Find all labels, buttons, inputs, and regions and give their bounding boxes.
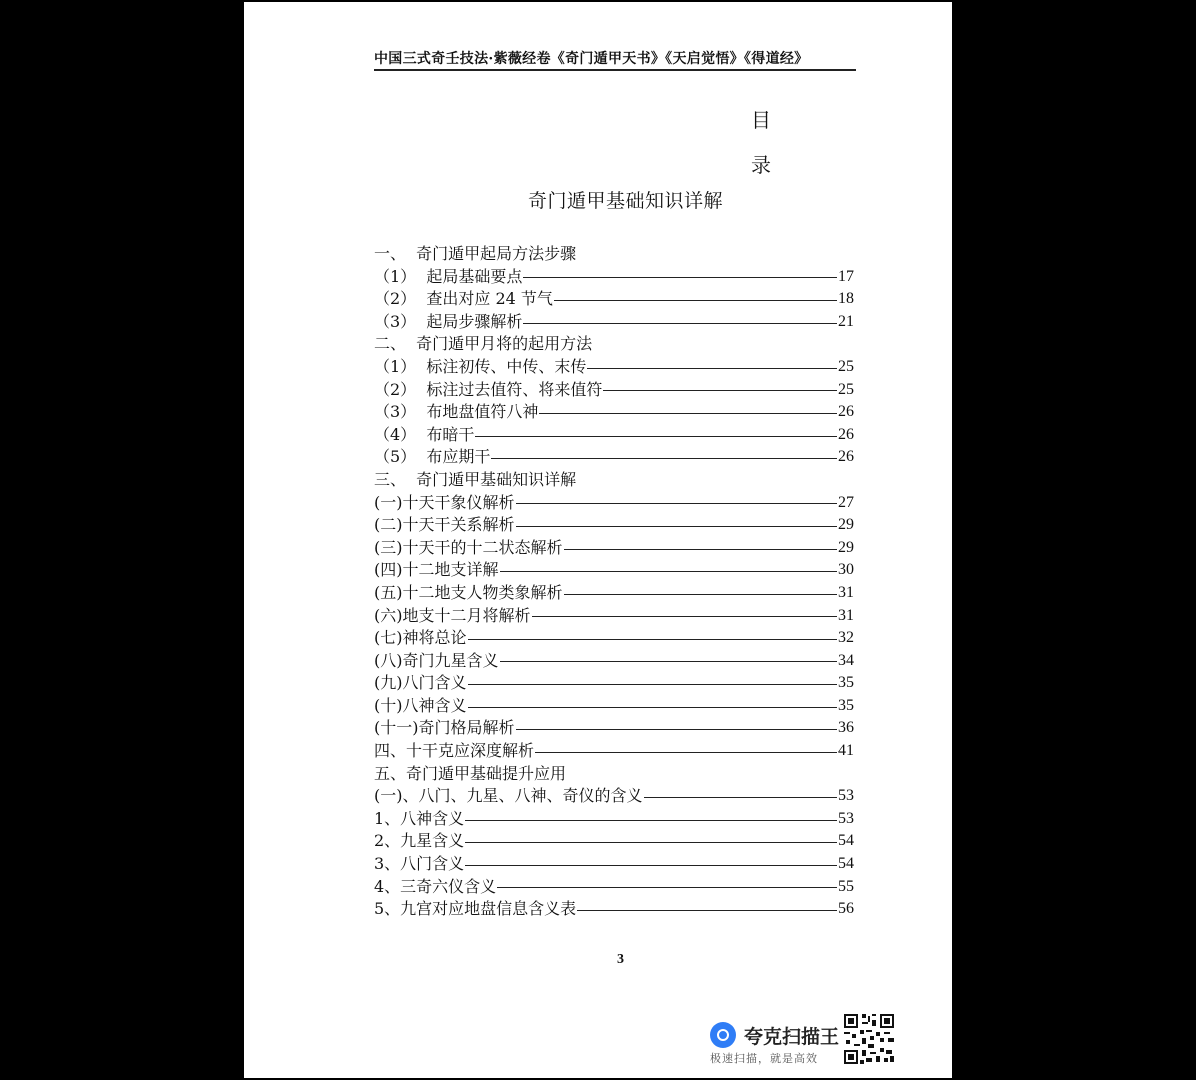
toc-entry <box>374 785 854 808</box>
toc-entry-label: 三、 奇门遁甲基础知识详解 <box>374 469 577 489</box>
toc-entry-label: （4） 布暗干 <box>374 424 475 444</box>
toc-entry-label: (一)、八门、九星、八神、奇仪的含义 <box>374 786 643 806</box>
toc-entry <box>374 311 854 334</box>
toc-entry-label: 一、 奇门遁甲起局方法步骤 <box>374 244 577 263</box>
toc-entry-page: 30 <box>838 561 854 579</box>
toc-leader-line <box>465 842 837 843</box>
toc-entry <box>374 717 854 740</box>
toc-entry-label: （3） 起局步骤解析 <box>374 311 523 331</box>
toc-section-heading <box>374 333 854 356</box>
toc-entry-page: 55 <box>838 877 854 895</box>
toc-entry <box>374 424 854 447</box>
toc-section-heading <box>374 763 854 786</box>
toc-leader-line <box>532 616 838 617</box>
toc-entry-label: （5） 布应期干 <box>374 447 491 467</box>
toc-entry-page: 36 <box>838 719 854 737</box>
toc-entry-label: 五、奇门遁甲基础提升应用 <box>374 763 567 783</box>
toc-entry-page: 29 <box>838 538 854 556</box>
toc-entry <box>374 898 854 921</box>
toc-entry-page: 26 <box>838 425 854 443</box>
scanner-watermark <box>706 1010 906 1070</box>
toc-leader-line <box>468 707 838 708</box>
toc-entry-page: 54 <box>838 855 854 873</box>
toc-entry <box>374 627 854 650</box>
toc-entry-label: (七)神将总论 <box>374 628 467 648</box>
toc-leader-line <box>516 526 838 527</box>
toc-leader-line <box>500 571 838 572</box>
toc-leader-line <box>577 910 837 911</box>
toc-entry-page: 32 <box>838 629 854 647</box>
toc-entry-page: 56 <box>838 900 854 918</box>
contents-heading <box>751 98 781 188</box>
toc-leader-line <box>564 594 838 595</box>
toc-entry-page: 27 <box>838 493 854 511</box>
toc-entry-page: 54 <box>838 832 854 850</box>
toc-leader-line <box>523 277 837 278</box>
toc-entry-label: 4、三奇六仪含义 <box>374 876 497 896</box>
toc-entry <box>374 356 854 379</box>
toc-entry-page: 18 <box>838 290 854 308</box>
toc-leader-line <box>516 503 838 504</box>
toc-entry <box>374 853 854 876</box>
toc-entry <box>374 672 854 695</box>
toc-entry <box>374 492 854 515</box>
toc-entry-page: 29 <box>838 516 854 534</box>
toc-entry-label: 四、十干克应深度解析 <box>374 741 535 761</box>
toc-entry-label: （2） 查出对应 24 节气 <box>374 289 553 309</box>
toc-leader-line <box>523 323 837 324</box>
toc-entry-label: (十)八神含义 <box>374 695 467 715</box>
toc-leader-line <box>497 887 837 888</box>
toc-entry-label: （1） 标注初传、中传、末传 <box>374 356 587 376</box>
toc-leader-line <box>468 639 838 640</box>
toc-entry-label: (一)十天干象仪解析 <box>374 492 515 512</box>
toc-entry-page: 21 <box>838 312 854 330</box>
toc-entry-page: 25 <box>838 380 854 398</box>
toc-entry <box>374 582 854 605</box>
toc-entry-page: 53 <box>838 809 854 827</box>
toc-entry <box>374 288 854 311</box>
toc-entry-page: 25 <box>838 357 854 375</box>
toc-section-heading <box>374 243 854 266</box>
header-rule <box>374 69 856 71</box>
toc-entry-page: 53 <box>838 787 854 805</box>
toc-entry-label: （1） 起局基础要点 <box>374 266 523 286</box>
page-number: 3 <box>617 952 624 967</box>
toc-entry-page: 31 <box>838 583 854 601</box>
toc-entry-label: 3、八门含义 <box>374 854 465 874</box>
toc-entry-label: 2、九星含义 <box>374 831 465 851</box>
toc-entry-label: (三)十天干的十二状态解析 <box>374 537 563 557</box>
toc-leader-line <box>554 300 837 301</box>
toc-entry-label: (二)十天干关系解析 <box>374 515 515 535</box>
toc-entry <box>374 446 854 469</box>
toc-leader-line <box>475 436 837 437</box>
toc-entry <box>374 514 854 537</box>
toc-entry <box>374 266 854 289</box>
toc-entry-label: (十一)奇门格局解析 <box>374 718 515 738</box>
toc-leader-line <box>587 368 837 369</box>
toc-entry-label: (四)十二地支详解 <box>374 560 499 580</box>
toc-entry <box>374 695 854 718</box>
toc-leader-line <box>535 752 837 753</box>
toc-entry-page: 34 <box>838 651 854 669</box>
toc-entry <box>374 830 854 853</box>
toc-leader-line <box>539 413 837 414</box>
toc-leader-line <box>468 684 838 685</box>
watermark-slogan: 极速扫描，就是高效 <box>710 1052 818 1065</box>
toc-leader-line <box>500 661 838 662</box>
qr-code-icon <box>842 1012 896 1066</box>
toc-entry-label: (五)十二地支人物类象解析 <box>374 582 563 602</box>
toc-entry-label: 5、九宫对应地盘信息含义表 <box>374 899 577 919</box>
toc-entry <box>374 650 854 673</box>
watermark-brand: 夸克扫描王 <box>744 1026 840 1048</box>
toc-entry <box>374 559 854 582</box>
toc-leader-line <box>491 458 837 459</box>
toc-section-heading <box>374 469 854 492</box>
toc-entry-page: 41 <box>838 742 854 760</box>
toc-entry <box>374 808 854 831</box>
toc-entry-label: (九)八门含义 <box>374 673 467 693</box>
toc-leader-line <box>603 390 837 391</box>
toc-entry <box>374 740 854 763</box>
toc-leader-line <box>465 820 837 821</box>
section-title: 奇门遁甲基础知识详解 <box>528 190 724 212</box>
toc-entry-label: （3） 布地盘值符八神 <box>374 402 539 422</box>
toc-entry <box>374 605 854 628</box>
toc-entry <box>374 537 854 560</box>
toc-entry-page: 26 <box>838 448 854 466</box>
contents-heading-char-1: 目 <box>751 108 771 132</box>
toc-entry-page: 17 <box>838 267 854 285</box>
toc-entry-label: 1、八神含义 <box>374 808 465 828</box>
toc-entry-label: 二、 奇门遁甲月将的起用方法 <box>374 334 593 354</box>
table-of-contents <box>374 243 854 921</box>
toc-entry-label: (六)地支十二月将解析 <box>374 605 531 625</box>
toc-leader-line <box>564 549 838 550</box>
toc-entry-page: 26 <box>838 403 854 421</box>
toc-leader-line <box>644 797 838 798</box>
toc-entry <box>374 379 854 402</box>
toc-leader-line <box>516 729 838 730</box>
toc-entry-label: (八)奇门九星含义 <box>374 650 499 670</box>
toc-entry-label: （2） 标注过去值符、将来值符 <box>374 379 603 399</box>
toc-leader-line <box>465 865 837 866</box>
quark-logo-icon <box>710 1022 736 1048</box>
contents-heading-char-2: 录 <box>751 153 771 177</box>
running-header: 中国三式奇壬技法·紫薇经卷《奇门遁甲天书》《天启觉悟》《得道经》 <box>374 51 809 67</box>
toc-entry-page: 35 <box>838 696 854 714</box>
toc-entry <box>374 876 854 899</box>
toc-entry-page: 31 <box>838 606 854 624</box>
document-page <box>244 2 952 1078</box>
toc-entry-page: 35 <box>838 674 854 692</box>
toc-entry <box>374 401 854 424</box>
